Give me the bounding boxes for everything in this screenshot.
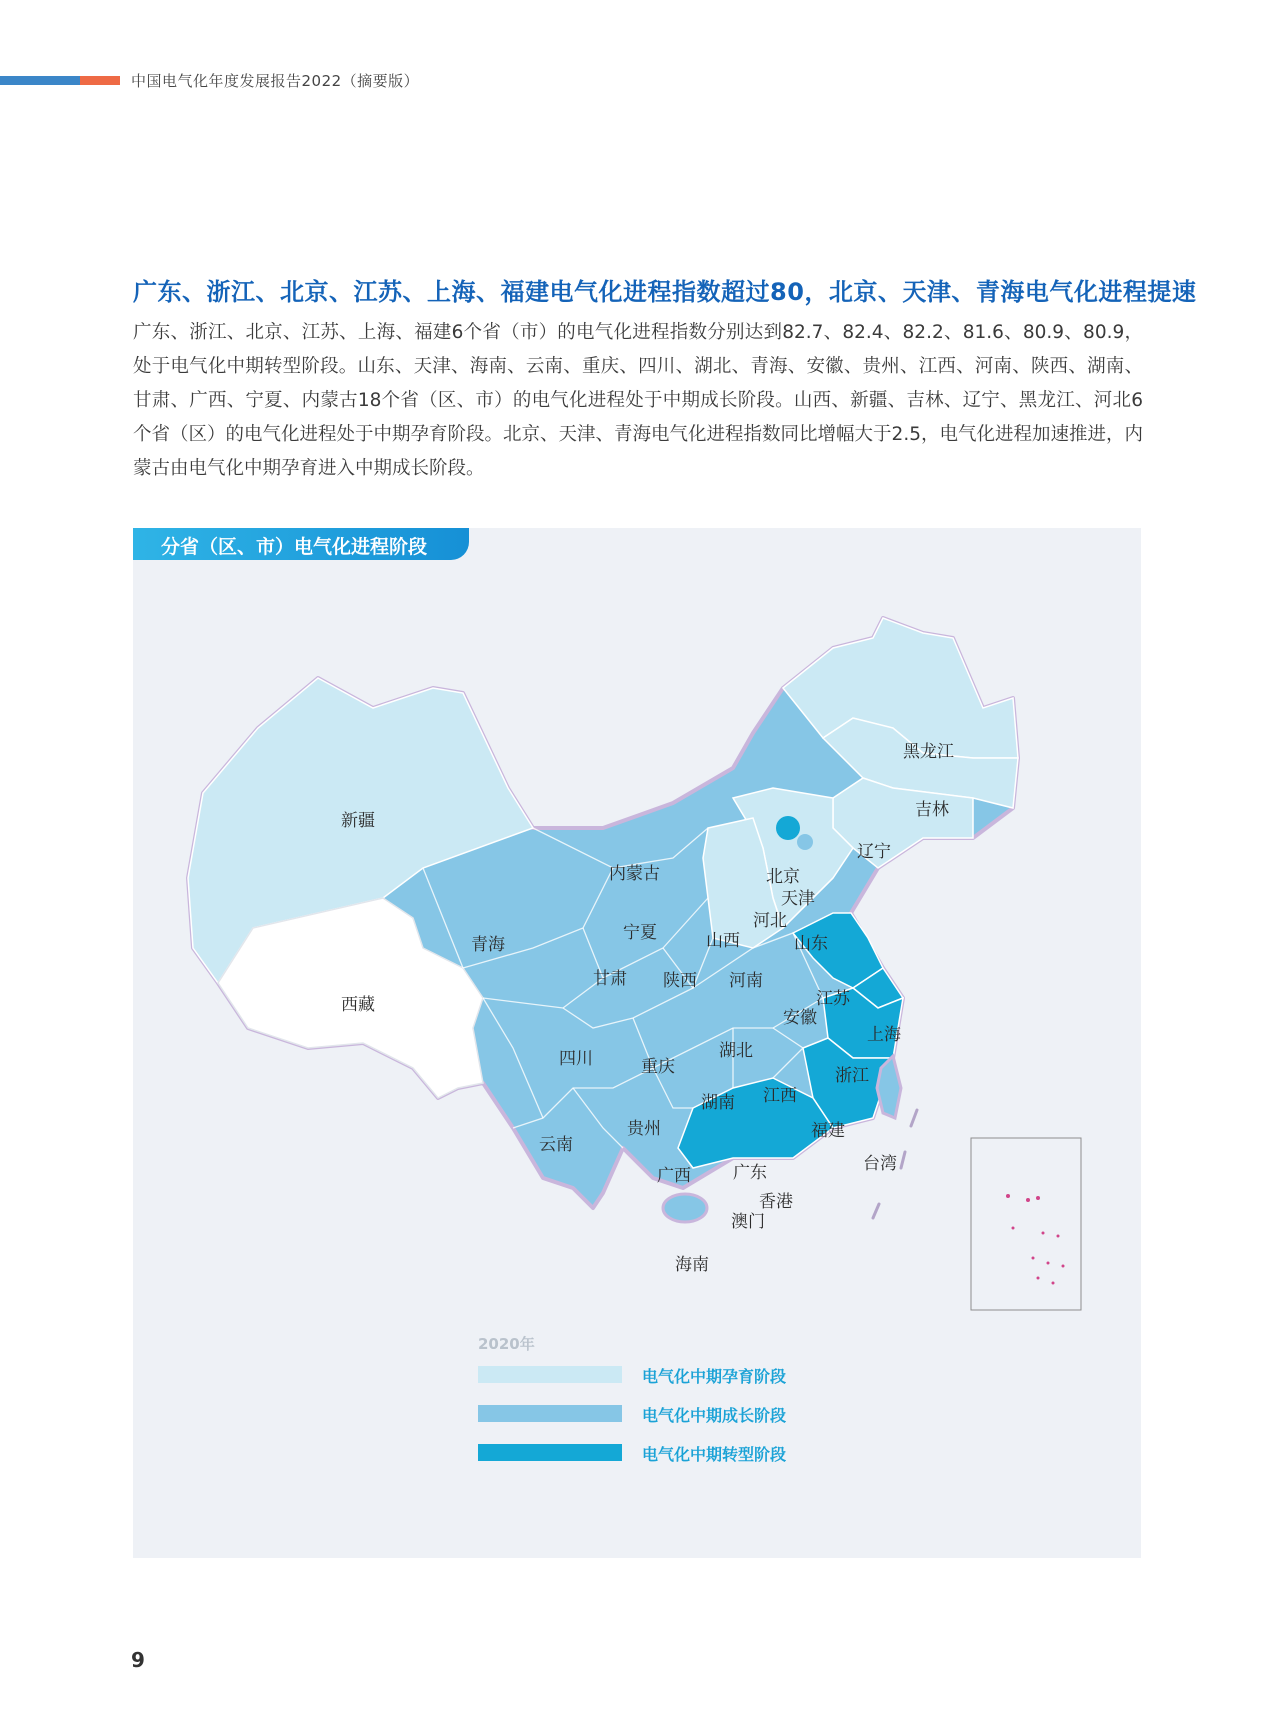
label-qinghai: 青海 bbox=[471, 935, 505, 955]
label-hainan: 海南 bbox=[675, 1255, 709, 1275]
legend-swatch-incubation bbox=[478, 1366, 622, 1383]
legend-swatch-transformation bbox=[478, 1444, 622, 1461]
label-aomen: 澳门 bbox=[731, 1212, 765, 1232]
region-beijing bbox=[776, 816, 800, 840]
south-china-sea-inset bbox=[971, 1138, 1081, 1310]
label-sichuan: 四川 bbox=[559, 1049, 593, 1069]
label-heilongjiang: 黑龙江 bbox=[903, 742, 954, 762]
label-jiangsu: 江苏 bbox=[816, 989, 850, 1009]
section-title: 广东、浙江、北京、江苏、上海、福建电气化进程指数超过80，北京、天津、青海电气化进程提速 bbox=[133, 278, 1197, 306]
label-gansu: 甘肃 bbox=[593, 969, 627, 989]
label-anhui: 安徽 bbox=[783, 1008, 817, 1028]
legend-year: 2020年 bbox=[478, 1335, 535, 1353]
label-xianggang: 香港 bbox=[759, 1192, 793, 1212]
label-hunan: 湖南 bbox=[701, 1093, 735, 1113]
label-guangdong: 广东 bbox=[733, 1163, 767, 1183]
label-neimenggu: 内蒙古 bbox=[609, 864, 660, 884]
inset-islands bbox=[1006, 1194, 1065, 1285]
label-jiangxi: 江西 bbox=[763, 1086, 797, 1106]
label-taiwan: 台湾 bbox=[863, 1154, 897, 1174]
label-guizhou: 贵州 bbox=[627, 1119, 661, 1139]
label-guangxi: 广西 bbox=[657, 1166, 691, 1186]
label-shaanxi: 陕西 bbox=[663, 971, 697, 991]
region-tianjin bbox=[797, 834, 813, 850]
label-jilin: 吉林 bbox=[915, 800, 949, 820]
header-title: 中国电气化年度发展报告2022（摘要版） bbox=[131, 72, 420, 90]
map-title: 分省（区、市）电气化进程阶段 bbox=[161, 536, 428, 558]
label-zhejiang: 浙江 bbox=[835, 1066, 869, 1086]
label-liaoning: 辽宁 bbox=[857, 842, 891, 862]
label-shandong: 山东 bbox=[794, 934, 828, 954]
section-body: 广东、浙江、北京、江苏、上海、福建6个省（市）的电气化进程指数分别达到82.7、82.4、82.2、81.6、80.9、80.9，处于电气化中期转型阶段。山东、天津、海南、云南、重庆、四川、湖北、青海、安徽、贵州、江西、河南、陕西、湖南、甘肃、广西、宁夏、内蒙古18个省（区、市）的电气化进程处于中期成长阶段。山西、新疆、吉林、辽宁、黑龙江、河北6个省（区）的电气化进程处于中期孕育阶段。北京、天津、青海电气化进程指数同比增幅大于2.5，电气化进程加速推进，内蒙古由电气化中期孕育进入中期成长阶段。 bbox=[133, 322, 1143, 479]
legend-label-transformation: 电气化中期转型阶段 bbox=[642, 1445, 787, 1464]
label-hebei: 河北 bbox=[753, 911, 787, 931]
china-map bbox=[133, 528, 1141, 1558]
page-number: 9 bbox=[131, 1648, 145, 1672]
label-beijing: 北京 bbox=[766, 867, 800, 887]
legend-label-growth: 电气化中期成长阶段 bbox=[642, 1406, 787, 1425]
label-chongqing: 重庆 bbox=[641, 1057, 675, 1077]
region-hainan bbox=[663, 1194, 707, 1222]
label-hubei: 湖北 bbox=[719, 1041, 753, 1061]
label-tianjin: 天津 bbox=[781, 889, 815, 909]
label-ningxia: 宁夏 bbox=[623, 923, 657, 943]
header-accent-bar-blue bbox=[0, 76, 80, 85]
label-yunnan: 云南 bbox=[539, 1135, 573, 1155]
label-xinjiang: 新疆 bbox=[341, 811, 375, 831]
label-xizang: 西藏 bbox=[341, 995, 375, 1015]
label-shanxi: 山西 bbox=[706, 931, 740, 951]
label-fujian: 福建 bbox=[811, 1121, 845, 1141]
map-title-tag bbox=[133, 528, 469, 560]
header-accent-bar-orange bbox=[80, 76, 120, 85]
legend-label-incubation: 电气化中期孕育阶段 bbox=[642, 1367, 787, 1386]
label-henan: 河南 bbox=[729, 971, 763, 991]
label-shanghai: 上海 bbox=[867, 1025, 901, 1045]
legend-swatch-growth bbox=[478, 1405, 622, 1422]
